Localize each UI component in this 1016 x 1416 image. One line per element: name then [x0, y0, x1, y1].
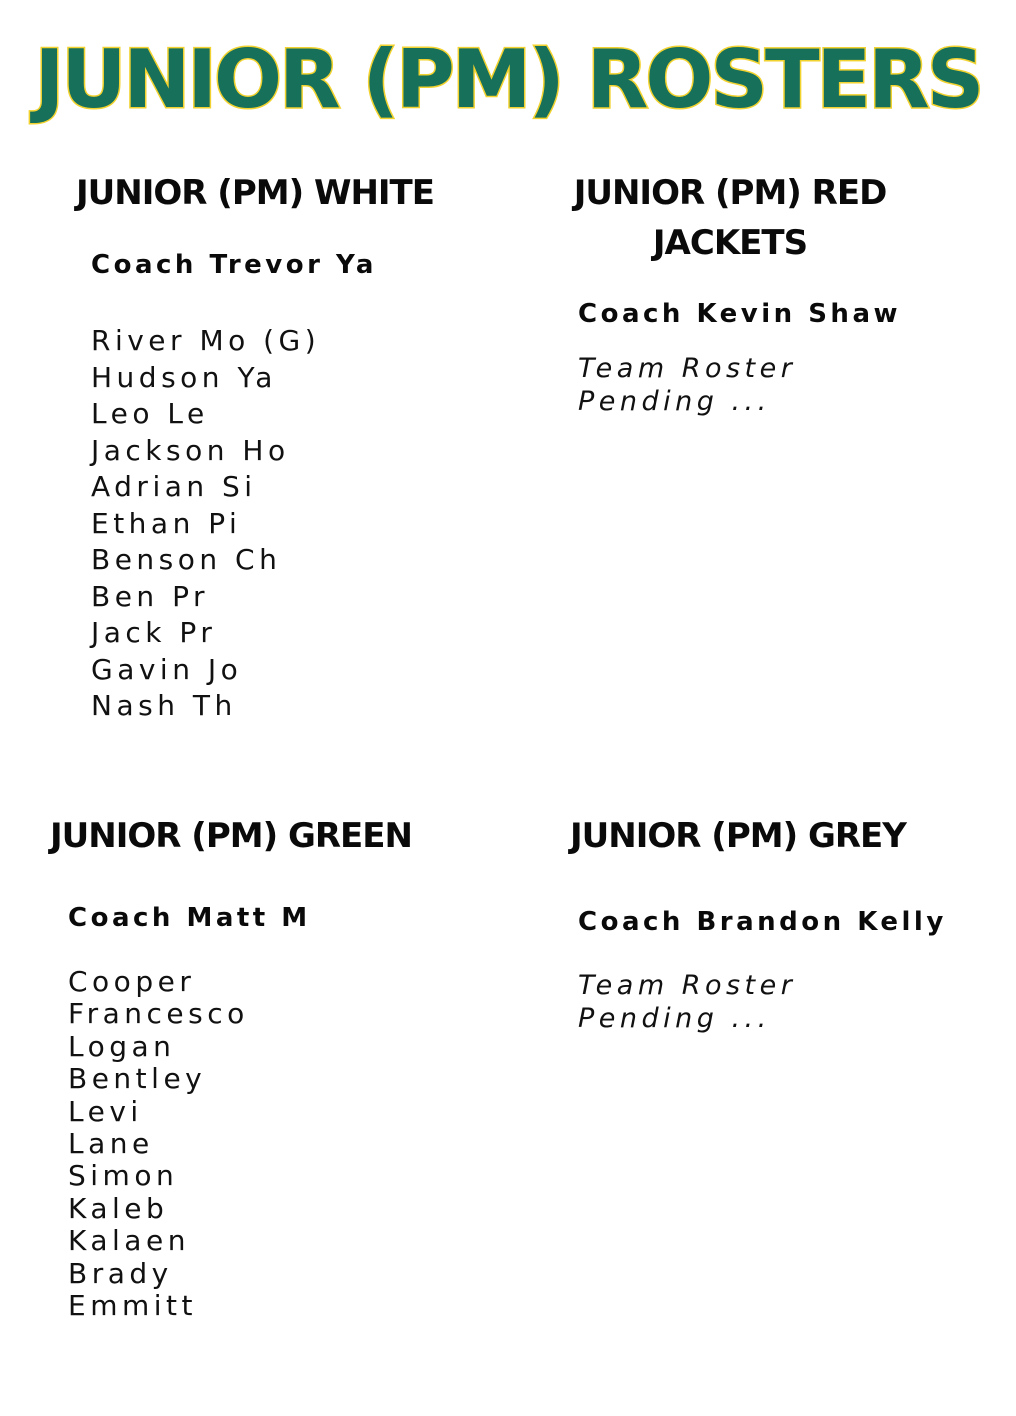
player-name: Kalaen	[68, 1224, 190, 1258]
player-name: Simon	[68, 1159, 179, 1193]
roster-list-green	[68, 966, 249, 1322]
team-heading-grey: JUNIOR (PM) GREY	[570, 816, 906, 856]
roster-pending-red-jackets: Team Roster Pending ...	[578, 353, 797, 417]
player-name: Logan	[68, 1029, 176, 1063]
player-name: Cooper	[68, 965, 196, 998]
player-name: Jackson Ho	[91, 433, 290, 467]
team-heading-green: JUNIOR (PM) GREEN	[50, 816, 412, 856]
player-name: Kaleb	[68, 1191, 169, 1225]
player-name: Bentley	[68, 1062, 207, 1096]
player-name: Emmitt	[68, 1289, 197, 1323]
player-name: Brady	[68, 1256, 173, 1290]
player-name: Levi	[68, 1094, 143, 1128]
coach-name-red-jackets: Coach Kevin Shaw	[578, 299, 902, 329]
coach-name-grey: Coach Brandon Kelly	[578, 907, 947, 937]
player-name: Ethan Pi	[91, 506, 242, 540]
coach-name-white: Coach Trevor Ya	[91, 250, 377, 280]
player-name: Adrian Si	[91, 470, 257, 503]
coach-name-green: Coach Matt M	[68, 903, 311, 933]
player-name: Nash Th	[91, 689, 237, 722]
player-name: Ben Pr	[91, 579, 209, 613]
player-name: River Mo (G)	[91, 324, 321, 357]
player-name: Hudson Ya	[91, 360, 277, 394]
player-name: Jack Pr	[91, 616, 217, 649]
player-name: Benson Ch	[91, 543, 282, 576]
roster-pending-grey: Team Roster Pending ...	[578, 970, 797, 1034]
team-heading-red-jackets: JUNIOR (PM) RED JACKETS	[573, 173, 887, 263]
player-name: Francesco	[68, 997, 249, 1031]
player-name: Lane	[68, 1127, 154, 1161]
roster-list-white	[91, 323, 320, 725]
player-name: Gavin Jo	[91, 652, 243, 686]
team-heading-white: JUNIOR (PM) WHITE	[76, 173, 434, 213]
player-name: Leo Le	[91, 397, 209, 430]
page-title: JUNIOR (PM) ROSTERS	[34, 33, 982, 126]
